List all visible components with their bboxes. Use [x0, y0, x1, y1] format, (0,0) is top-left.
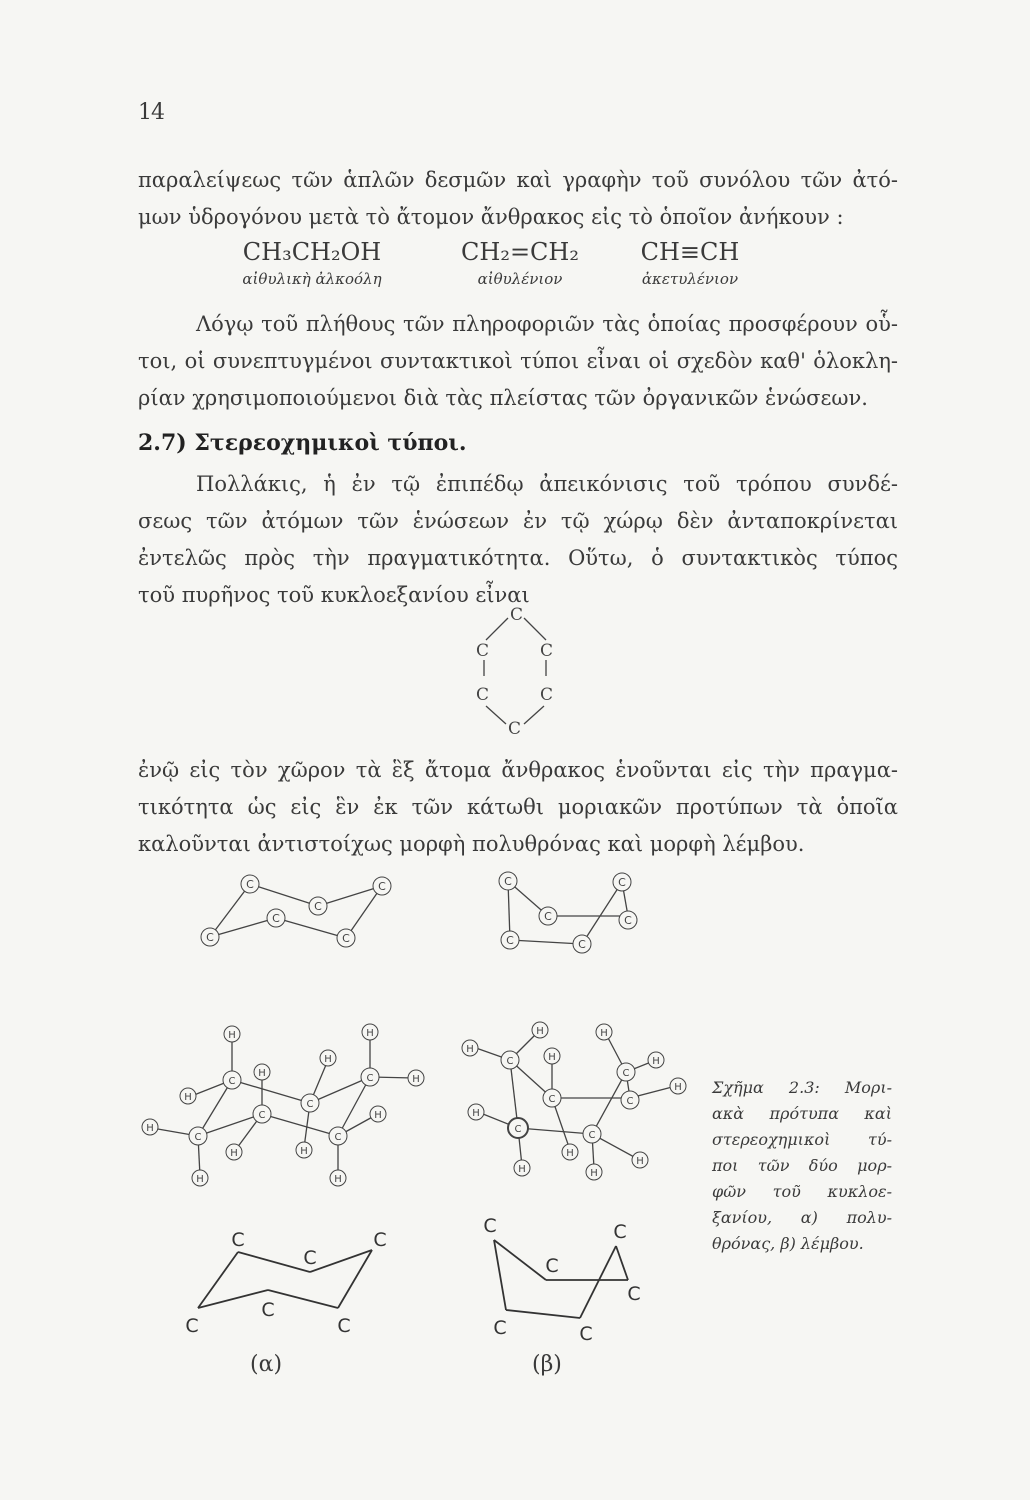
formula-name-acetylene: ἀκετυλένιον	[641, 270, 739, 288]
caption-line: Σχῆμα 2.3: Μορι-	[712, 1078, 892, 1097]
svg-text:H: H	[196, 1174, 204, 1185]
flat-hexagon	[484, 618, 546, 724]
carbon-ball	[508, 1118, 528, 1138]
atom-ball	[241, 875, 259, 893]
hydrogen-ball	[408, 1070, 424, 1086]
svg-text:C: C	[194, 1132, 202, 1143]
svg-text:H: H	[334, 1174, 342, 1185]
chair-full-atoms	[142, 1024, 424, 1186]
svg-text:C: C	[258, 1110, 266, 1121]
text-line: καλοῦνται ἀντιστοίχως μορφὴ πολυθρόνας καὶ μορφὴ λέμβου.	[138, 832, 805, 856]
carbon-label: C	[493, 1317, 507, 1339]
hydrogen-ball	[596, 1024, 612, 1040]
carbon-label: C	[231, 1229, 245, 1251]
carbon-label: C	[476, 641, 490, 661]
svg-text:C: C	[314, 900, 322, 913]
svg-text:H: H	[374, 1110, 382, 1121]
carbon-label: C	[540, 641, 554, 661]
hydrogen-ball	[330, 1170, 346, 1186]
boat-full-atoms	[462, 1022, 686, 1180]
formula-acetylene: CH≡CH	[640, 238, 740, 266]
svg-text:H: H	[230, 1148, 238, 1159]
boat-skeleton	[494, 1240, 628, 1318]
hydrogen-ball	[180, 1088, 196, 1104]
svg-text:H: H	[258, 1068, 266, 1079]
flat-hexagon-atoms	[476, 605, 553, 739]
hydrogen-ball	[462, 1040, 478, 1056]
svg-text:H: H	[324, 1054, 332, 1065]
svg-text:C: C	[272, 912, 280, 925]
svg-text:C: C	[378, 880, 386, 893]
text-line: τικότητα ὡς εἰς ἓν ἐκ τῶν κάτωθι μοριακῶν προτύπων τὰ ὁποῖα	[138, 795, 898, 819]
svg-text:H: H	[366, 1028, 374, 1039]
caption-line: θρόνας, β) λέμβου.	[712, 1234, 864, 1253]
carbon-label: C	[337, 1315, 351, 1337]
carbon-ball	[223, 1071, 241, 1089]
hydrogen-ball	[468, 1104, 484, 1120]
figure-caption	[712, 1075, 892, 1257]
svg-text:H: H	[466, 1044, 474, 1055]
hydrogen-ball	[670, 1078, 686, 1094]
text-line: τοι, οἱ συνεπτυγμένοι συντακτικοὶ τύποι εἶναι οἱ σχεδὸν καθ' ὁλοκλη-	[138, 349, 898, 373]
svg-text:C: C	[544, 910, 552, 923]
hydrogen-ball	[370, 1106, 386, 1122]
svg-text:H: H	[566, 1148, 574, 1159]
atom-ball	[499, 872, 517, 890]
svg-text:H: H	[590, 1168, 598, 1179]
atom-ball	[539, 907, 557, 925]
svg-text:C: C	[334, 1132, 342, 1143]
atom-ball	[573, 935, 591, 953]
formula-ethanol: CH₃CH₂OH	[242, 238, 382, 266]
svg-text:H: H	[548, 1052, 556, 1063]
hydrogen-ball	[362, 1024, 378, 1040]
atom-ball	[613, 873, 631, 891]
svg-text:C: C	[578, 938, 586, 951]
carbon-label: C	[540, 685, 554, 705]
svg-text:C: C	[506, 1056, 514, 1067]
carbon-label: C	[545, 1255, 559, 1277]
chair-full-model	[152, 1035, 414, 1176]
hydrogen-ball	[544, 1048, 560, 1064]
subfigure-label-b: (β)	[532, 1352, 562, 1377]
carbon-label: C	[476, 685, 490, 705]
page-number: 14	[138, 100, 164, 125]
svg-text:H: H	[536, 1026, 544, 1037]
carbon-ball	[301, 1094, 319, 1112]
carbon-label: C	[185, 1315, 199, 1337]
text-line: Πολλάκις, ἡ ἐν τῷ ἐπιπέδῳ ἀπεικόνισις τοῦ τρόπου συνδέ-	[196, 472, 898, 496]
hydrogen-ball	[586, 1164, 602, 1180]
carbon-label: C	[508, 719, 522, 739]
svg-text:C: C	[504, 875, 512, 888]
svg-text:H: H	[146, 1123, 154, 1134]
chair-skeleton	[198, 1250, 372, 1308]
atom-ball	[619, 911, 637, 929]
hydrogen-ball	[224, 1026, 240, 1042]
atom-ball	[201, 928, 219, 946]
chair-ball-model	[210, 884, 382, 938]
hydrogen-ball	[296, 1142, 312, 1158]
svg-text:C: C	[588, 1130, 596, 1141]
carbon-ball	[253, 1105, 271, 1123]
svg-text:C: C	[622, 1068, 630, 1079]
text-line: παραλείψεως τῶν ἁπλῶν δεσμῶν καὶ γραφὴν τοῦ συνόλου τῶν ἀτό-	[138, 168, 898, 192]
atom-ball	[337, 929, 355, 947]
hydrogen-ball	[254, 1064, 270, 1080]
carbon-ball	[189, 1127, 207, 1145]
text-line: ἐντελῶς πρὸς τὴν πραγματικότητα. Οὕτω, ὁ συντακτικὸς τύπος	[138, 546, 898, 570]
svg-text:C: C	[514, 1124, 522, 1135]
caption-line: ποι τῶν δύο μορ-	[712, 1156, 892, 1175]
atom-ball	[309, 897, 327, 915]
svg-text:C: C	[206, 931, 214, 944]
svg-text:H: H	[636, 1156, 644, 1167]
carbon-label: C	[261, 1299, 275, 1321]
formula-name-ethanol: αἰθυλικὴ ἀλκοόλη	[242, 270, 382, 288]
svg-text:C: C	[342, 932, 350, 945]
hydrogen-ball	[320, 1050, 336, 1066]
carbon-label: C	[613, 1221, 627, 1243]
atom-ball	[501, 931, 519, 949]
carbon-ball	[617, 1063, 635, 1081]
carbon-ball	[501, 1051, 519, 1069]
carbon-ball	[361, 1068, 379, 1086]
svg-text:C: C	[618, 876, 626, 889]
svg-text:H: H	[184, 1092, 192, 1103]
svg-text:C: C	[228, 1076, 236, 1087]
svg-text:H: H	[652, 1056, 660, 1067]
caption-line: ξανίου, α) πολυ-	[712, 1208, 892, 1227]
boat-ball-model	[508, 881, 628, 944]
subfigure-label-a: (α)	[250, 1352, 283, 1377]
svg-text:C: C	[366, 1073, 374, 1084]
svg-text:C: C	[246, 878, 254, 891]
svg-text:H: H	[600, 1028, 608, 1039]
text-line: ἐνῷ εἰς τὸν χῶρον τὰ ἓξ ἄτομα ἄνθρακος ἑνοῦνται εἰς τὴν πραγμα-	[138, 758, 898, 782]
text-line: τοῦ πυρῆνος τοῦ κυκλοεξανίου εἶναι	[138, 583, 530, 607]
hydrogen-ball	[632, 1152, 648, 1168]
carbon-label: C	[303, 1247, 317, 1269]
formula-name-ethylene: αἰθυλένιον	[477, 270, 563, 288]
text-line: μων ὑδρογόνου μετὰ τὸ ἄτομον ἄνθρακος εἰς τὸ ὁποῖον ἀνήκουν :	[138, 205, 844, 229]
svg-text:H: H	[472, 1108, 480, 1119]
section-heading: 2.7) Στερεοχημικοὶ τύποι.	[138, 430, 467, 456]
svg-text:H: H	[228, 1030, 236, 1041]
hydrogen-ball	[192, 1170, 208, 1186]
carbon-ball	[543, 1089, 561, 1107]
atom-ball	[373, 877, 391, 895]
hydrogen-ball	[226, 1144, 242, 1160]
carbon-label: C	[373, 1229, 387, 1251]
caption-line: στερεοχημικοὶ τύ-	[712, 1130, 892, 1149]
carbon-ball	[621, 1091, 639, 1109]
svg-text:H: H	[412, 1074, 420, 1085]
carbon-ball	[329, 1127, 347, 1145]
hydrogen-ball	[532, 1022, 548, 1038]
svg-text:H: H	[674, 1082, 682, 1093]
carbon-label: C	[483, 1215, 497, 1237]
svg-text:H: H	[518, 1164, 526, 1175]
hydrogen-ball	[142, 1119, 158, 1135]
hydrogen-ball	[648, 1052, 664, 1068]
svg-text:C: C	[306, 1099, 314, 1110]
svg-text:C: C	[548, 1094, 556, 1105]
caption-line: ακὰ πρότυπα καὶ	[712, 1104, 892, 1123]
svg-text:C: C	[506, 934, 514, 947]
text-line: ρίαν χρησιμοποιούμενοι διὰ τὰς πλείστας τῶν ὀργανικῶν ἑνώσεων.	[138, 386, 868, 410]
carbon-label: C	[510, 605, 524, 625]
caption-line: φῶν τοῦ κυκλοε-	[712, 1182, 892, 1201]
text-line: σεως τῶν ἀτόμων τῶν ἑνώσεων ἐν τῷ χώρῳ δὲν ἀνταποκρίνεται	[138, 509, 898, 533]
svg-text:H: H	[300, 1146, 308, 1157]
formula-ethylene: CH₂=CH₂	[461, 238, 579, 266]
carbon-ball	[583, 1125, 601, 1143]
carbon-label: C	[579, 1323, 593, 1345]
hydrogen-ball	[514, 1160, 530, 1176]
atom-ball	[267, 909, 285, 927]
hydrogen-ball	[562, 1144, 578, 1160]
carbon-label: C	[627, 1283, 641, 1305]
svg-text:C: C	[624, 914, 632, 927]
svg-text:C: C	[626, 1096, 634, 1107]
text-line: Λόγῳ τοῦ πλήθους τῶν πληροφοριῶν τὰς ὁποίας προσφέρουν οὗ-	[196, 312, 898, 336]
